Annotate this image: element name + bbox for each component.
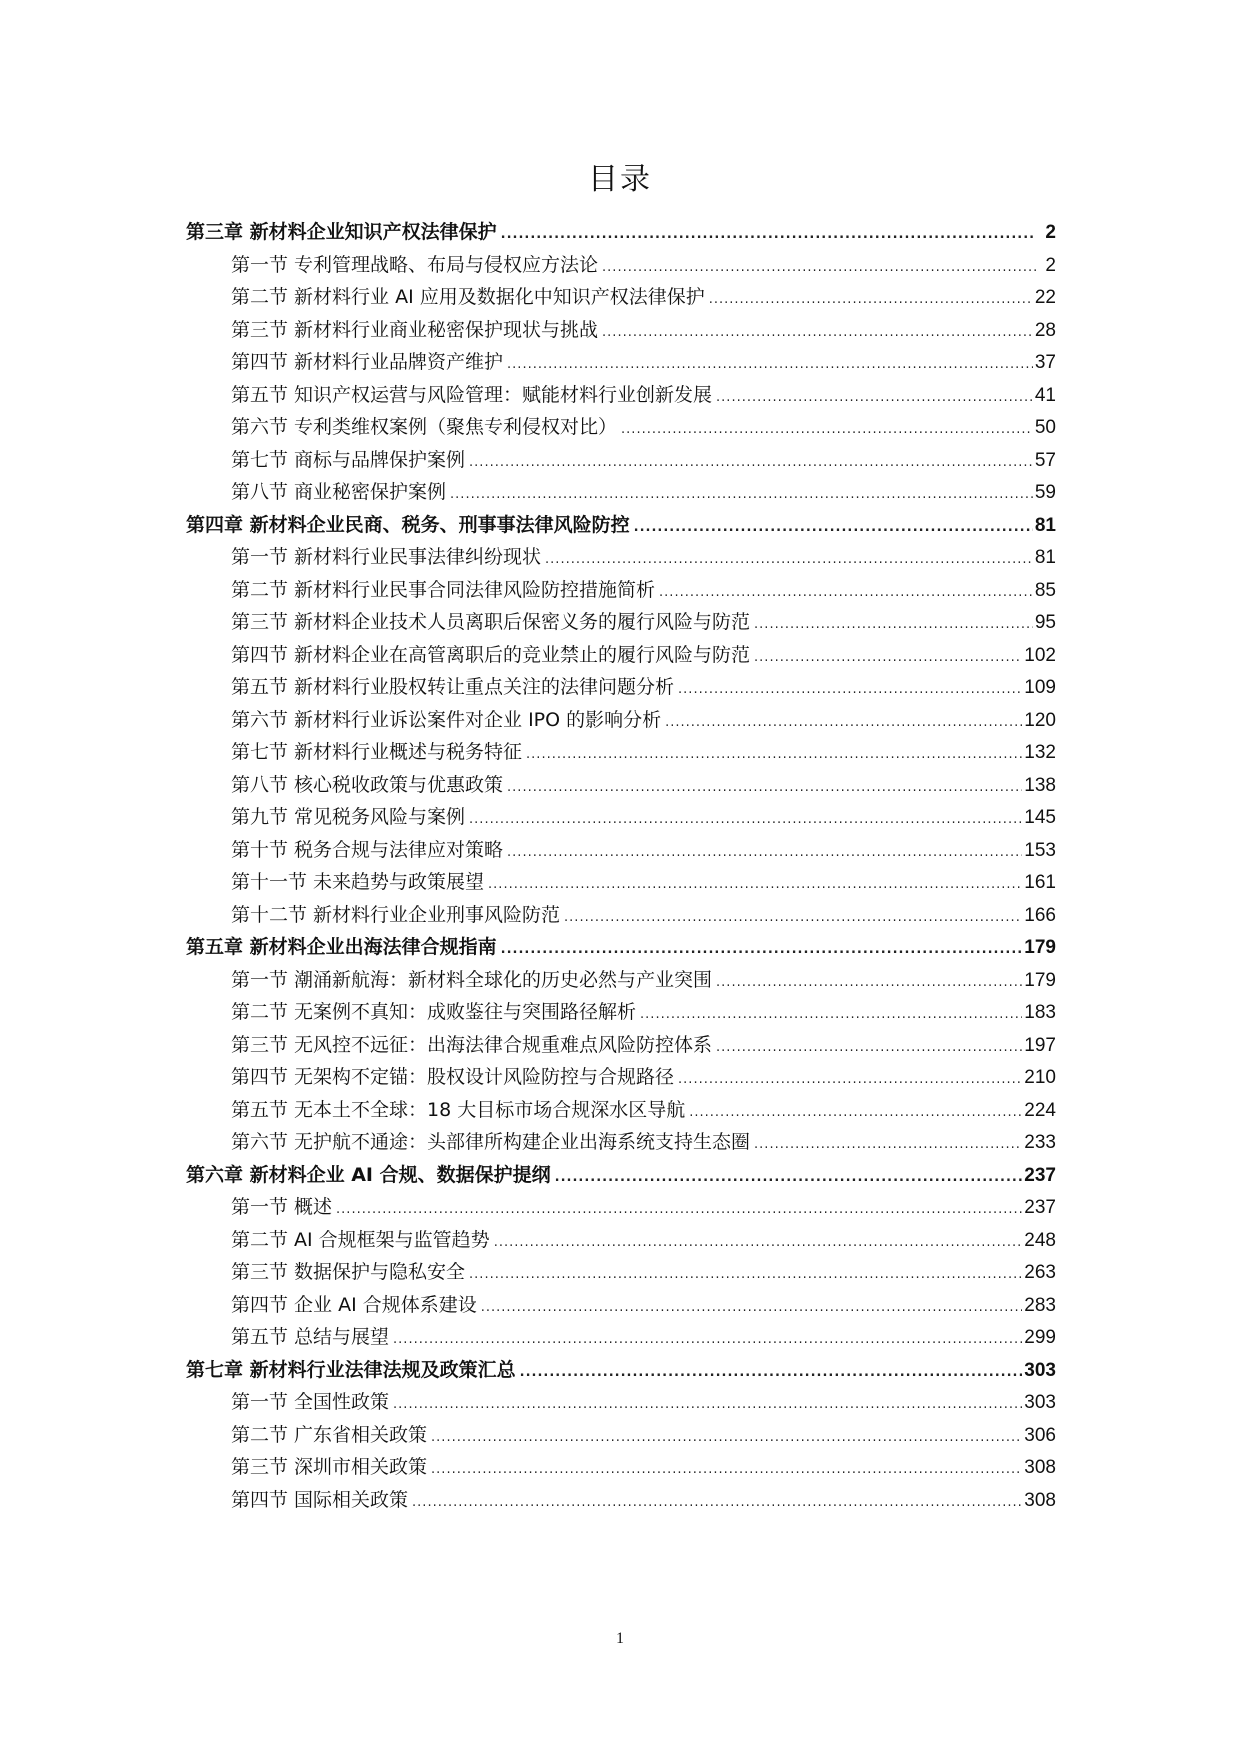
toc-leader-dots [520,1357,1023,1390]
toc-section-entry[interactable] [186,964,1056,997]
toc-entry-label: 第三节 新材料行业商业秘密保护现状与挑战 [231,318,599,341]
toc-entry-page: 248 [1024,1229,1056,1251]
toc-entry-label: 第一节 概述 [231,1196,333,1218]
toc-entry-page: 81 [1034,514,1056,536]
toc-entry-label: 第三节 数据保护与隐私安全 [231,1261,466,1283]
toc-section-entry[interactable] [186,1451,1056,1484]
toc-entry-page: 50 [1034,417,1056,438]
toc-leader-dots [602,252,1036,285]
toc-section-entry[interactable] [186,1224,1056,1257]
toc-entry-label: 第十一节 未来趋势与政策展望 [231,871,485,893]
toc-leader-dots [678,674,1022,707]
toc-entry-label: 第五章 新材料企业出海法律合规指南 [186,936,497,958]
toc-entry-page: 197 [1024,1034,1056,1056]
toc-entry-label: 第七节 商标与品牌保护案例 [231,448,466,471]
toc-section-entry[interactable] [186,996,1056,1029]
toc-entry-page: 81 [1034,547,1056,568]
toc-entry-label: 第一节 潮涌新航海：新材料全球化的历史必然与产业突围 [231,968,713,991]
toc-entry-page: 57 [1034,449,1056,471]
toc-chapter-entry[interactable] [186,216,1056,249]
toc-entry-label: 第三节 无风控不远征：出海法律合规重难点风险防控体系 [231,1033,713,1056]
toc-leader-dots [665,707,1022,740]
toc-entry-page: 179 [1024,937,1056,958]
toc-section-entry[interactable] [186,1094,1056,1127]
toc-entry-label: 第三章 新材料企业知识产权法律保护 [186,221,497,243]
toc-entry-page: 132 [1024,742,1056,763]
toc-section-entry[interactable] [186,281,1056,314]
toc-section-entry[interactable] [186,704,1056,737]
toc-leader-dots [754,642,1022,675]
toc-section-entry[interactable] [186,1191,1056,1224]
toc-section-entry[interactable] [186,899,1056,932]
toc-leader-dots [689,1097,1022,1130]
toc-entry-label: 第六节 新材料行业诉讼案件对企业 IPO 的影响分析 [231,708,662,731]
toc-section-entry[interactable] [186,1484,1056,1517]
toc-leader-dots [602,317,1033,350]
toc-entry-page: 224 [1024,1099,1056,1121]
toc-leader-dots [469,1259,1022,1292]
toc-entry-label: 第十二节 新材料行业企业刑事风险防范 [231,903,561,926]
toc-entry-label: 第四章 新材料企业民商、税务、刑事事法律风险防控 [186,513,630,536]
toc-entry-page: 237 [1024,1197,1056,1218]
toc-section-entry[interactable] [186,249,1056,282]
toc-entry-label: 第七章 新材料行业法律法规及政策汇总 [186,1358,516,1381]
toc-entry-page: 37 [1034,352,1056,373]
toc-leader-dots [754,1129,1022,1162]
toc-leader-dots [431,1422,1022,1455]
toc-leader-dots [640,999,1022,1032]
toc-section-entry[interactable] [186,1419,1056,1452]
toc-entry-page: 2 [1045,222,1056,243]
toc-leader-dots [621,414,1033,447]
toc-entry-page: 299 [1024,1327,1056,1348]
toc-entry-page: 109 [1024,677,1056,698]
toc-section-entry[interactable] [186,444,1056,477]
toc-chapter-entry[interactable] [186,931,1056,964]
toc-leader-dots [564,902,1022,935]
toc-entry-label: 第一节 全国性政策 [231,1391,390,1413]
toc-entry-label: 第六节 专利类维权案例（聚焦专利侵权对比） [231,416,618,438]
toc-entry-page: 263 [1024,1262,1056,1283]
toc-leader-dots [507,772,1022,805]
toc-leader-dots [507,837,1022,870]
toc-section-entry[interactable] [186,379,1056,412]
toc-leader-dots [507,349,1033,382]
toc-entry-page: 283 [1024,1294,1056,1316]
toc-section-entry[interactable] [186,606,1056,639]
toc-section-entry[interactable] [186,1386,1056,1419]
toc-section-entry[interactable] [186,736,1056,769]
toc-section-entry[interactable] [186,834,1056,867]
toc-entry-page: 210 [1024,1067,1056,1088]
toc-entry-label: 第九节 常见税务风险与案例 [231,806,466,828]
toc-section-entry[interactable] [186,476,1056,509]
toc-entry-label: 第五节 无本土不全球：18 大目标市场合规深水区导航 [231,1098,686,1121]
toc-entry-label: 第六节 无护航不通途：头部律所构建企业出海系统支持生态圈 [231,1131,751,1153]
toc-entry-page: 120 [1024,709,1056,731]
toc-leader-dots [709,284,1033,317]
toc-section-entry[interactable] [186,639,1056,672]
toc-chapter-entry[interactable] [186,1354,1056,1387]
toc-leader-dots [393,1324,1022,1357]
toc-section-entry[interactable] [186,1126,1056,1159]
toc-leader-dots [716,967,1022,1000]
toc-section-entry[interactable] [186,1256,1056,1289]
toc-section-entry[interactable] [186,769,1056,802]
toc-entry-label: 第二节 新材料行业民事合同法律风险防控措施简析 [231,578,656,601]
toc-entry-label: 第四节 企业 AI 合规体系建设 [231,1293,477,1316]
toc-entry-page: 28 [1034,319,1056,341]
toc-entry-page: 237 [1024,1164,1056,1186]
toc-entry-page: 22 [1034,287,1056,308]
toc-entry-page: 308 [1024,1457,1056,1478]
table-of-contents [186,216,1056,1516]
toc-chapter-entry[interactable] [186,1159,1056,1192]
toc-entry-page: 41 [1034,384,1056,406]
toc-leader-dots [659,577,1033,610]
toc-leader-dots [501,219,1036,252]
toc-entry-label: 第五节 新材料行业股权转让重点关注的法律问题分析 [231,676,675,698]
toc-entry-page: 179 [1024,969,1056,991]
toc-entry-label: 第八节 商业秘密保护案例 [231,481,447,503]
toc-entry-page: 59 [1034,482,1056,503]
toc-entry-label: 第四节 国际相关政策 [231,1488,409,1511]
toc-section-entry[interactable] [186,1061,1056,1094]
toc-section-entry[interactable] [186,866,1056,899]
toc-entry-page: 308 [1024,1489,1056,1511]
toc-leader-dots [469,804,1022,837]
toc-entry-label: 第四节 无架构不定锚：股权设计风险防控与合规路径 [231,1066,675,1088]
toc-leader-dots [481,1292,1023,1325]
toc-leader-dots [336,1194,1022,1227]
toc-leader-dots [431,1454,1022,1487]
toc-entry-label: 第二节 AI 合规框架与监管趋势 [231,1228,490,1251]
toc-entry-page: 306 [1024,1424,1056,1446]
page-number: 1 [616,1630,624,1647]
toc-entry-label: 第四节 新材料行业品牌资产维护 [231,351,504,373]
toc-section-entry[interactable] [186,801,1056,834]
toc-leader-dots [545,544,1033,577]
toc-entry-label: 第三节 新材料企业技术人员离职后保密义务的履行风险与防范 [231,611,751,633]
toc-entry-page: 303 [1024,1359,1056,1381]
toc-leader-dots [488,869,1022,902]
toc-section-entry[interactable] [186,1029,1056,1062]
toc-leader-dots [716,1032,1022,1065]
toc-entry-label: 第六章 新材料企业 AI 合规、数据保护提纲 [186,1163,551,1186]
toc-entry-label: 第五节 总结与展望 [231,1326,390,1348]
toc-leader-dots [393,1389,1022,1422]
toc-section-entry[interactable] [186,541,1056,574]
toc-section-entry[interactable] [186,411,1056,444]
toc-leader-dots [555,1162,1023,1195]
toc-leader-dots [634,512,1033,545]
toc-entry-page: 2 [1045,254,1056,276]
toc-title: 目录 [588,162,652,197]
toc-entry-label: 第一节 专利管理战略、布局与侵权应方法论 [231,253,599,276]
toc-leader-dots [754,609,1033,642]
toc-section-entry[interactable] [186,574,1056,607]
toc-entry-page: 303 [1024,1392,1056,1413]
toc-entry-label: 第三节 深圳市相关政策 [231,1456,428,1478]
toc-entry-label: 第一节 新材料行业民事法律纠纷现状 [231,546,542,568]
toc-section-entry[interactable] [186,671,1056,704]
toc-section-entry[interactable] [186,1321,1056,1354]
toc-entry-label: 第二节 广东省相关政策 [231,1423,428,1446]
toc-entry-page: 166 [1024,904,1056,926]
toc-entry-label: 第八节 核心税收政策与优惠政策 [231,773,504,796]
toc-leader-dots [678,1064,1022,1097]
toc-section-entry[interactable] [186,314,1056,347]
toc-entry-page: 161 [1024,872,1056,893]
toc-entry-label: 第五节 知识产权运营与风险管理：赋能材料行业创新发展 [231,383,713,406]
toc-entry-label: 第七节 新材料行业概述与税务特征 [231,741,523,763]
toc-entry-page: 95 [1034,612,1056,633]
toc-entry-label: 第二节 新材料行业 AI 应用及数据化中知识产权法律保护 [231,286,705,308]
toc-chapter-entry[interactable] [186,509,1056,542]
toc-leader-dots [412,1487,1022,1520]
toc-entry-page: 102 [1024,644,1056,666]
toc-leader-dots [469,447,1033,480]
toc-leader-dots [501,934,1023,967]
toc-section-entry[interactable] [186,346,1056,379]
toc-entry-page: 183 [1024,1002,1056,1023]
toc-entry-page: 145 [1024,807,1056,828]
toc-entry-label: 第十节 税务合规与法律应对策略 [231,838,504,861]
toc-leader-dots [526,739,1022,772]
toc-section-entry[interactable] [186,1289,1056,1322]
toc-leader-dots [716,382,1033,415]
toc-entry-page: 85 [1034,579,1056,601]
toc-leader-dots [450,479,1033,512]
toc-entry-label: 第四节 新材料企业在高管离职后的竞业禁止的履行风险与防范 [231,643,751,666]
toc-entry-page: 153 [1024,839,1056,861]
toc-entry-page: 233 [1024,1132,1056,1153]
toc-entry-page: 138 [1024,774,1056,796]
toc-leader-dots [494,1227,1023,1260]
toc-entry-label: 第二节 无案例不真知：成败鉴往与突围路径解析 [231,1001,637,1023]
